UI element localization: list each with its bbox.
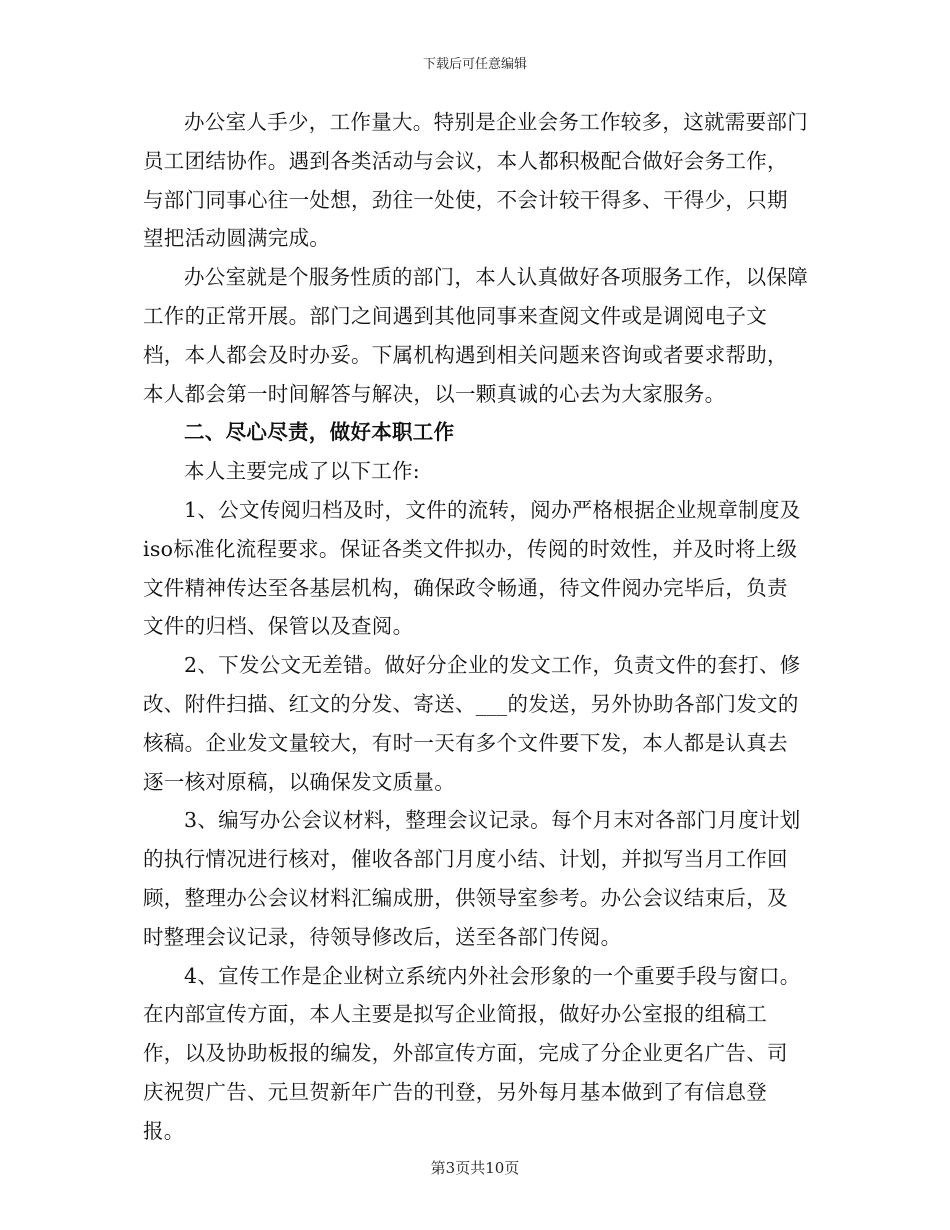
paragraph-intro: 本人主要完成了以下工作: <box>184 459 421 484</box>
page-header-note: 下载后可任意编辑 <box>422 57 527 72</box>
paragraph-item-4: 4、宣传工作是企业树立系统内外社会形象的一个重要手段与窗口。在内部宣传方面，本人主要是拟写企业简报，做好办公室报的组稿工作，以及协助板报的编发，外部宣传方面，完成了分企业更名广告、司庆祝贺广告、元旦贺新年广告的刊登，另外每月基本做到了有信息登报。 <box>143 963 801 1143</box>
paragraph-teamwork: 办公室人手少，工作量大。特别是企业会务工作较多，这就需要部门员工团结协作。遇到各类活动与会议，本人都积极配合做好会务工作，与部门同事心往一处想，劲往一处使，不会计较干得多、干得少，只期望把活动圆满完成。 <box>143 110 808 251</box>
document-body <box>143 103 808 1151</box>
paragraph-item-2: 2、下发公文无差错。做好分企业的发文工作，负责文件的套打、修改、附件扫描、红文的分发、寄送、___的发送，另外协助各部门发文的核稿。企业发文量较大，有时一天有多个文件要下发，本人都是认真去逐一核对原稿，以确保发文质量。 <box>143 653 801 794</box>
paragraph-item-1: 1、公文传阅归档及时，文件的流转，阅办严格根据企业规章制度及iso标准化流程要求。保证各类文件拟办，传阅的时效性，并及时将上级文件精神传达至各基层机构，确保政令畅通，待文件阅办完毕后，负责文件的归档、保管以及查阅。 <box>143 497 801 639</box>
section-heading: 二、尽心尽责，做好本职工作 <box>184 420 455 445</box>
paragraph-service: 办公室就是个服务性质的部门，本人认真做好各项服务工作，以保障工作的正常开展。部门之间遇到其他同事来查阅文件或是调阅电子文档，本人都会及时办妥。下属机构遇到相关问题来咨询或者要求帮助，本人都会第一时间解答与解决，以一颗真诚的心去为大家服务。 <box>143 265 808 406</box>
paragraph-item-3: 3、编写办公会议材料，整理会议记录。每个月末对各部门月度计划的执行情况进行核对，催收各部门月度小结、计划，并拟写当月工作回顾，整理办公会议材料汇编成册，供领导室参考。办公会议结束后，及时整理会议记录，待领导修改后，送至各部门传阅。 <box>143 808 801 949</box>
page-footer-indicator: 第3页共10页 <box>430 1159 520 1177</box>
